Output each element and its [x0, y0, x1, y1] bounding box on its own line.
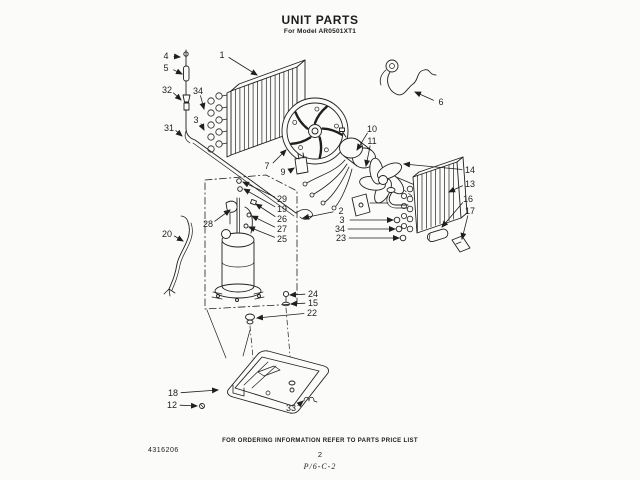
- callout-20: [162, 229, 183, 241]
- page-number: 2: [317, 450, 323, 459]
- svg-text:7: 7: [264, 161, 270, 171]
- svg-text:24: 24: [307, 289, 319, 299]
- callout-18: [168, 388, 218, 398]
- svg-text:17: 17: [464, 206, 476, 216]
- svg-text:9: 9: [280, 167, 286, 177]
- svg-text:10: 10: [366, 124, 378, 134]
- callout-4: [163, 51, 180, 61]
- svg-text:22: 22: [306, 308, 318, 318]
- callout-23: [336, 233, 399, 243]
- svg-text:28: 28: [202, 219, 214, 229]
- base-pan: [200, 351, 329, 413]
- callout-32: [162, 85, 181, 100]
- mount-bolt-washer: [283, 291, 290, 305]
- page-title: UNIT PARTS: [281, 13, 359, 27]
- svg-text:20: 20: [161, 229, 173, 239]
- svg-text:25: 25: [276, 234, 288, 244]
- svg-text:34: 34: [192, 86, 204, 96]
- document-number: 4316206: [148, 447, 179, 454]
- svg-text:32: 32: [161, 85, 173, 95]
- callout-34: [193, 86, 204, 109]
- svg-text:33: 33: [285, 403, 297, 413]
- svg-text:3: 3: [339, 215, 345, 225]
- svg-text:15: 15: [307, 298, 319, 308]
- thermostat-capillary-wire: [380, 60, 436, 95]
- svg-text:19: 19: [276, 204, 288, 214]
- svg-text:6: 6: [438, 97, 444, 107]
- svg-text:2: 2: [338, 206, 344, 216]
- svg-text:5: 5: [163, 63, 169, 73]
- ordering-note: FOR ORDERING INFORMATION REFER TO PARTS PRICE LIST: [222, 438, 418, 444]
- svg-text:16: 16: [462, 194, 474, 204]
- base-grommet: [246, 314, 255, 324]
- svg-text:12: 12: [166, 400, 178, 410]
- callout-2: [303, 206, 344, 218]
- callout-5: [163, 63, 182, 74]
- svg-text:11: 11: [367, 136, 377, 146]
- callout-12: [167, 400, 197, 410]
- callout-6: [415, 92, 444, 107]
- svg-text:4: 4: [163, 51, 169, 61]
- svg-text:26: 26: [276, 214, 288, 224]
- callout-1: [219, 50, 257, 75]
- svg-text:3: 3: [193, 115, 199, 125]
- svg-text:27: 27: [276, 224, 288, 234]
- callout-9: [280, 167, 294, 177]
- callout-3: [339, 215, 393, 225]
- svg-text:29: 29: [276, 194, 288, 204]
- mount-grommet-and-bracket: [426, 228, 470, 252]
- svg-text:23: 23: [335, 233, 347, 243]
- callout-17: [462, 206, 475, 239]
- callout-3: [193, 115, 204, 130]
- slinger-fan-wheel: [282, 98, 348, 164]
- compressor: [212, 198, 264, 302]
- plate-code: P/6-C-2: [303, 462, 337, 471]
- page-subtitle: For Model AR0501XT1: [283, 28, 357, 35]
- strainer-valve-assembly: [183, 50, 195, 143]
- callout-28: [203, 210, 230, 229]
- svg-text:18: 18: [167, 388, 179, 398]
- svg-text:34: 34: [334, 224, 346, 234]
- callout-15: [291, 298, 318, 308]
- svg-text:31: 31: [163, 123, 175, 133]
- motor-wires: [303, 160, 352, 210]
- callout-31: [164, 123, 182, 136]
- svg-text:14: 14: [464, 165, 476, 175]
- svg-text:13: 13: [464, 179, 476, 189]
- svg-text:1: 1: [219, 50, 225, 60]
- discharge-tube: [161, 216, 192, 296]
- evaporator-coil: [394, 157, 467, 241]
